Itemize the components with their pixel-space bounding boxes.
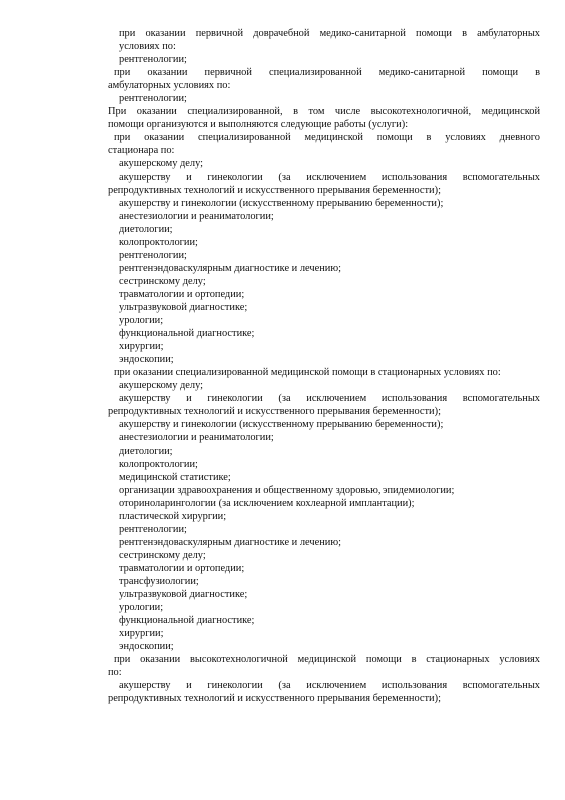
text-line: травматологии и ортопедии; (119, 288, 245, 300)
text-line: репродуктивных технологий и искусственного прерывания беременности); (108, 693, 441, 705)
text-line: сестринскому делу; (119, 549, 206, 561)
text-line: анестезиологии и реаниматологии; (119, 210, 274, 222)
text-line: эндоскопии; (119, 641, 174, 653)
text-line: при оказании первичной доврачебной медико-санитарной помощи в амбулаторных (119, 28, 540, 39)
text-line: акушерству и гинекологии (за исключением использования вспомогательных (119, 171, 540, 183)
text-line: колопроктологии; (119, 458, 198, 470)
text-line: хирургии; (119, 628, 164, 640)
text-line: пластической хирургии; (119, 510, 227, 522)
text-line: стационара по: (108, 145, 175, 157)
text-line: рентгенологии; (119, 523, 187, 535)
text-line: сестринскому делу; (119, 275, 206, 287)
text-line: при оказании первичной специализированной медико-санитарной помощи в (114, 67, 540, 79)
text-line: ультразвуковой диагностике; (119, 301, 248, 313)
text-line: при оказании высокотехнологичной медицинской помощи в стационарных условиях (114, 654, 540, 666)
text-line: акушерству и гинекологии (искусственному прерыванию беременности); (119, 197, 444, 209)
text-line: акушерству и гинекологии (искусственному прерыванию беременности); (119, 419, 444, 431)
text-line: рентгенологии; (119, 93, 187, 105)
document-page (108, 27, 540, 705)
text-line: при оказании специализированной медицинской помощи в условиях дневного (114, 132, 540, 144)
text-line: по: (108, 667, 122, 679)
text-line: акушерскому делу; (119, 380, 204, 392)
text-line: диетологии; (119, 445, 173, 457)
text-line: оториноларингологии (за исключением кохлеарной имплантации); (119, 497, 415, 509)
text-line: травматологии и ортопедии; (119, 562, 245, 574)
text-line: эндоскопии; (119, 354, 174, 366)
text-line: рентгенэндоваскулярным диагностике и лечению; (119, 536, 341, 548)
text-line: При оказании специализированной, в том числе высокотехнологичной, медицинской (108, 106, 540, 118)
text-line: трансфузиологии; (119, 575, 199, 587)
text-line: репродуктивных технологий и искусственного прерывания беременности); (108, 406, 441, 418)
text-line: анестезиологии и реаниматологии; (119, 432, 274, 444)
text-line: ультразвуковой диагностике; (119, 589, 248, 601)
text-line: репродуктивных технологий и искусственного прерывания беременности); (108, 184, 441, 196)
text-line: организации здравоохранения и общественному здоровью, эпидемиологии; (119, 484, 455, 496)
text-line: рентгенологии; (119, 54, 187, 66)
text-line: медицинской статистике; (119, 471, 231, 483)
text-line: функциональной диагностике; (119, 328, 255, 340)
text-line: функциональной диагностике; (119, 615, 255, 627)
text-line: урологии; (119, 315, 164, 327)
text-line: помощи организуются и выполняются следующие работы (услуги): (108, 119, 409, 131)
text-line: акушерству и гинекологии (за исключением использования вспомогательных (119, 393, 540, 405)
text-line: акушерству и гинекологии (за исключением использования вспомогательных (119, 680, 540, 692)
text-line: при оказании специализированной медицинской помощи в стационарных условиях по: (114, 367, 501, 379)
text-line: колопроктологии; (119, 236, 198, 248)
text-line: диетологии; (119, 223, 173, 235)
text-line: рентгенологии; (119, 249, 187, 261)
text-line: амбулаторных условиях по: (108, 80, 231, 92)
text-line: рентгенэндоваскулярным диагностике и лечению; (119, 262, 341, 274)
text-line: урологии; (119, 602, 164, 614)
text-line: условиях по: (119, 41, 176, 53)
text-line: акушерскому делу; (119, 158, 204, 170)
text-line: хирургии; (119, 341, 164, 353)
